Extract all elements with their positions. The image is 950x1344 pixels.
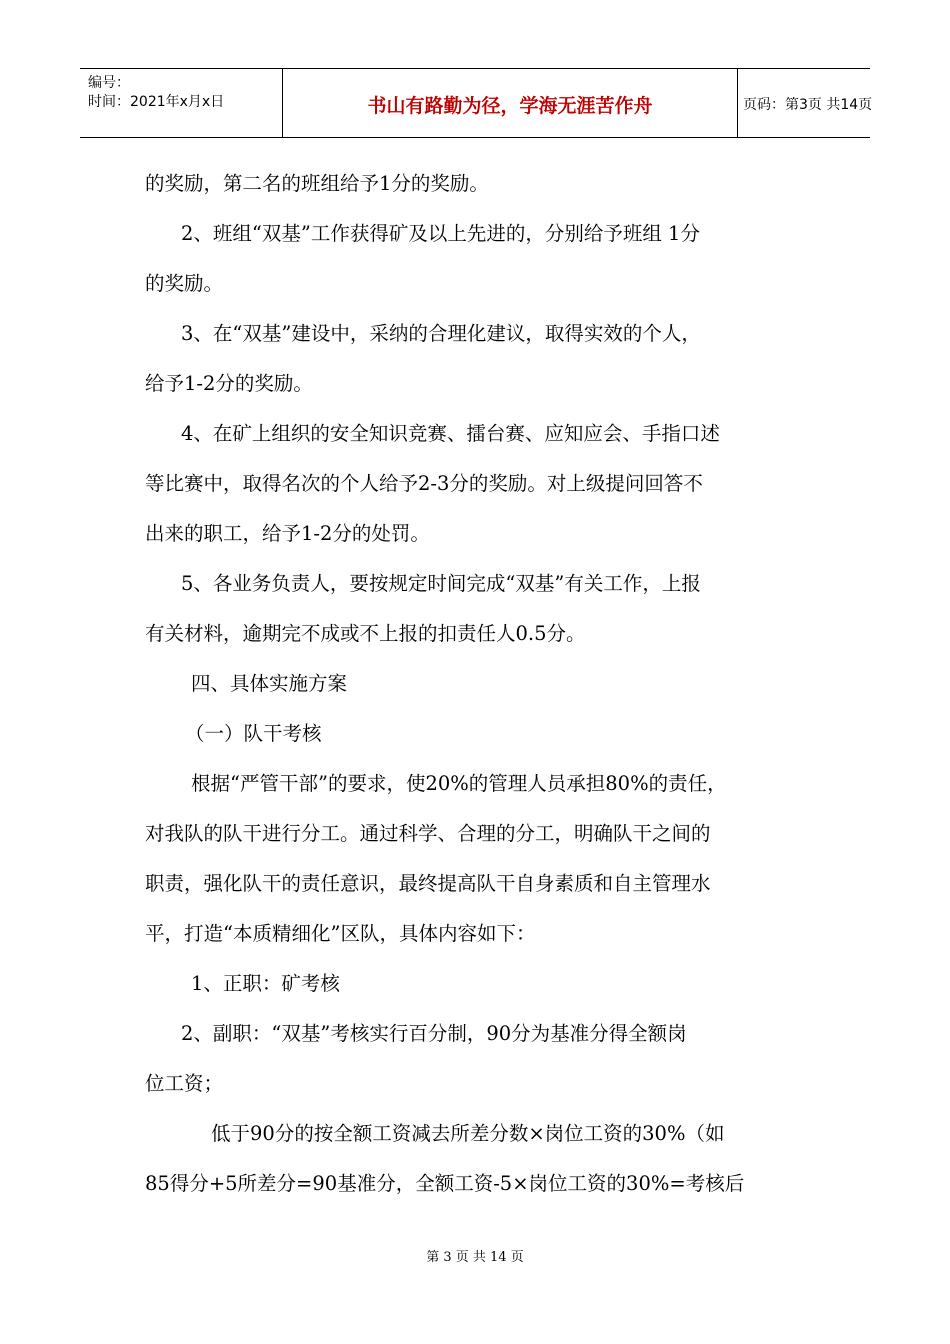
body-line: 有关材料，逾期完不成或不上报的扣责任人0.5分。 — [145, 622, 586, 645]
header-motto-cell — [282, 69, 738, 137]
body-line: 出来的职工，给予1-2分的处罚。 — [145, 522, 430, 545]
body-line: 5、各业务负责人，要按规定时间完成“双基”有关工作，上报 — [181, 572, 701, 595]
body-line: 位工资； — [145, 1072, 224, 1095]
body-line: 3、在“双基”建设中，采纳的合理化建议，取得实效的个人， — [181, 322, 701, 345]
document-number-label: 编号： — [88, 75, 130, 91]
page-footer: 第 3 页 共 14 页 — [426, 1250, 524, 1265]
body-line: 4、在矿上组织的安全知识竞赛、擂台赛、应知应会、手指口述 — [181, 422, 720, 445]
body-line: 给予1-2分的奖励。 — [145, 372, 313, 395]
body-line: 2、班组“双基”工作获得矿及以上先进的，分别给予班组 1分 — [181, 222, 700, 245]
body-line: 等比赛中，取得名次的个人给予2-3分的奖励。对上级提问回答不 — [145, 472, 703, 495]
body-line: 85得分+5所差分=90基准分，全额工资-5×岗位工资的30%=考核后 — [145, 1172, 745, 1195]
section-heading: 四、具体实施方案 — [191, 672, 348, 695]
body-line: 对我队的队干进行分工。通过科学、合理的分工，明确队干之间的 — [145, 822, 711, 845]
body-line: 的奖励。 — [145, 272, 224, 295]
subsection-heading: （一）队干考核 — [185, 722, 322, 745]
header-page-info: 页码：第3页 共14页 — [743, 97, 873, 113]
header-meta-cell — [80, 69, 280, 137]
document-time-label: 时间：2021年x月x日 — [88, 94, 225, 110]
header-page-cell — [737, 69, 873, 137]
body-line: 2、副职：“双基”考核实行百分制，90分为基准分得全额岗 — [181, 1022, 687, 1045]
body-line: 职责，强化队干的责任意识，最终提高队干自身素质和自主管理水 — [145, 872, 711, 895]
page-header — [80, 68, 873, 138]
body-line: 1、正职：矿考核 — [191, 972, 340, 995]
body-line: 根据“严管干部”的要求，使20%的管理人员承担80%的责任， — [191, 772, 727, 795]
header-motto: 书山有路勤为径，学海无涯苦作舟 — [367, 95, 653, 117]
body-line: 平，打造“本质精细化”区队，具体内容如下： — [145, 922, 536, 945]
body-line: 低于90分的按全额工资减去所差分数×岗位工资的30%（如 — [211, 1122, 725, 1145]
body-line: 的奖励，第二名的班组给予1分的奖励。 — [145, 172, 489, 195]
